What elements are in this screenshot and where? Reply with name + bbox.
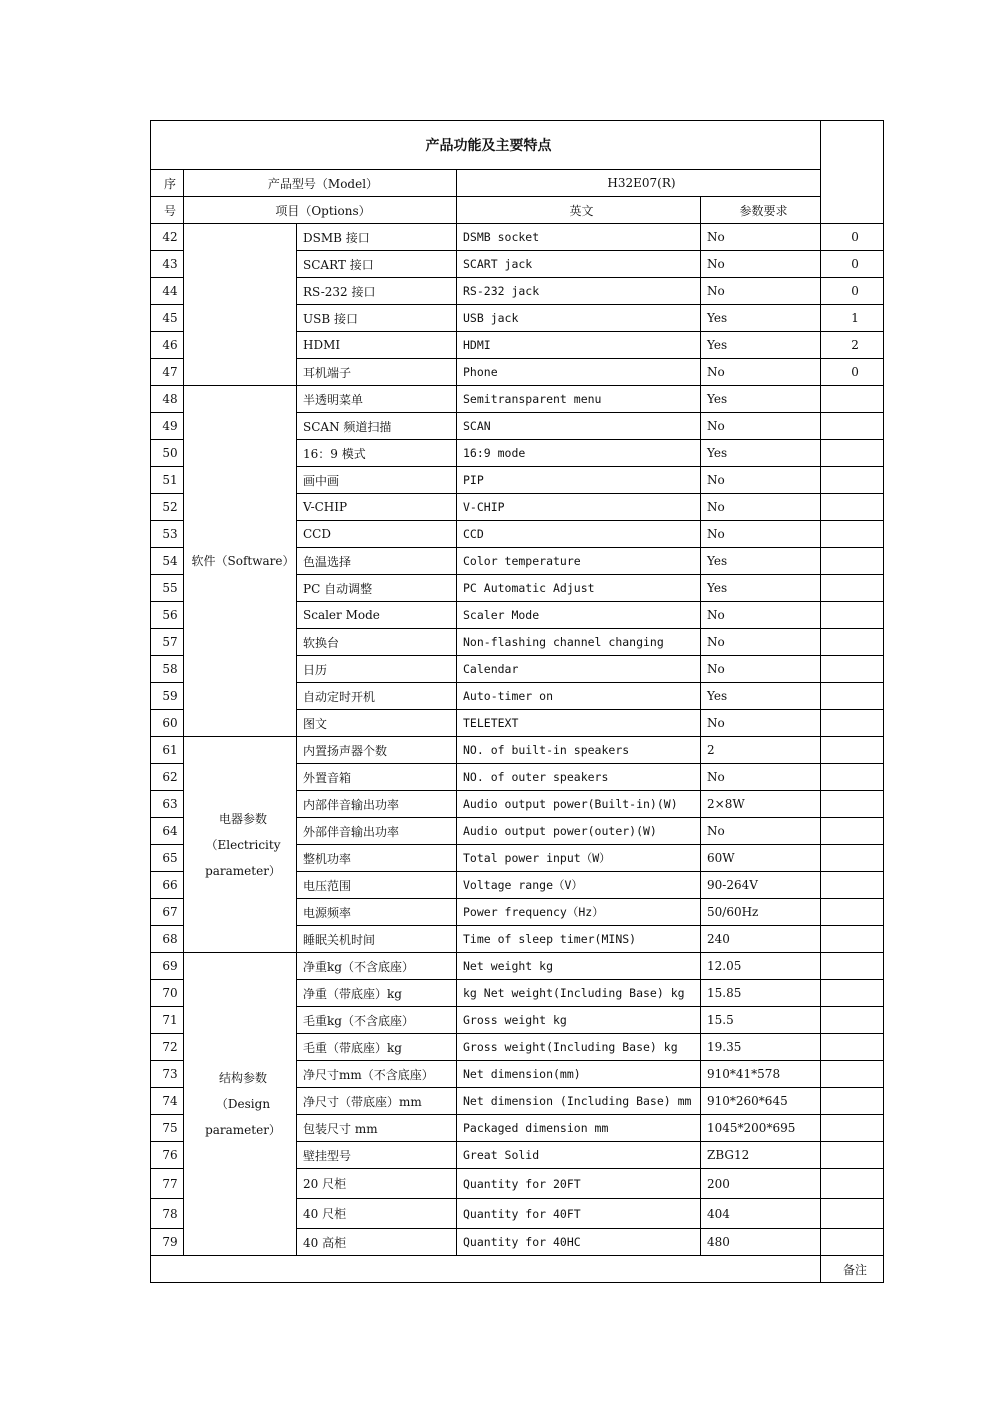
param-value: Yes bbox=[701, 332, 821, 359]
option-name-cn: 20 尺柜 bbox=[297, 1169, 457, 1199]
option-name-en: TELETEXT bbox=[457, 710, 701, 737]
param-value: 12.05 bbox=[701, 953, 821, 980]
option-name-en: Great Solid bbox=[457, 1142, 701, 1169]
extra-value bbox=[821, 1199, 884, 1229]
option-name-cn: 壁挂型号 bbox=[297, 1142, 457, 1169]
extra-value bbox=[821, 1061, 884, 1088]
row-number: 61 bbox=[151, 737, 184, 764]
row-number: 78 bbox=[151, 1199, 184, 1229]
extra-value bbox=[821, 386, 884, 413]
param-value: No bbox=[701, 656, 821, 683]
remarks-label: 备注 bbox=[821, 1256, 884, 1283]
row-number: 49 bbox=[151, 413, 184, 440]
row-number: 75 bbox=[151, 1115, 184, 1142]
option-name-en: USB jack bbox=[457, 305, 701, 332]
table-row bbox=[151, 953, 884, 980]
extra-value bbox=[821, 1007, 884, 1034]
table-row bbox=[151, 224, 884, 251]
extra-value bbox=[821, 1142, 884, 1169]
param-value: No bbox=[701, 467, 821, 494]
param-value: No bbox=[701, 764, 821, 791]
row-number: 69 bbox=[151, 953, 184, 980]
param-value: 200 bbox=[701, 1169, 821, 1199]
param-value: No bbox=[701, 278, 821, 305]
param-value: Yes bbox=[701, 386, 821, 413]
option-name-cn: 40 尺柜 bbox=[297, 1199, 457, 1229]
param-value: No bbox=[701, 521, 821, 548]
row-number: 72 bbox=[151, 1034, 184, 1061]
footer-row bbox=[151, 1256, 884, 1283]
extra-value bbox=[821, 494, 884, 521]
option-name-en: kg Net weight(Including Base) kg bbox=[457, 980, 701, 1007]
row-number: 66 bbox=[151, 872, 184, 899]
option-name-en: Quantity for 40HC bbox=[457, 1229, 701, 1256]
category-cell bbox=[184, 953, 297, 1256]
seq-header-top: 序 bbox=[151, 170, 184, 197]
option-name-en: Audio output power(Built-in)(W) bbox=[457, 791, 701, 818]
option-name-en: Non-flashing channel changing bbox=[457, 629, 701, 656]
option-name-cn: HDMI bbox=[297, 332, 457, 359]
option-name-en: Calendar bbox=[457, 656, 701, 683]
row-number: 43 bbox=[151, 251, 184, 278]
extra-value bbox=[821, 413, 884, 440]
param-value: 2 bbox=[701, 737, 821, 764]
option-name-en: Net dimension (Including Base) mm bbox=[457, 1088, 701, 1115]
model-value: H32E07(R) bbox=[457, 170, 821, 197]
param-value: 910*41*578 bbox=[701, 1061, 821, 1088]
option-name-en: Scaler Mode bbox=[457, 602, 701, 629]
row-number: 58 bbox=[151, 656, 184, 683]
param-value: 910*260*645 bbox=[701, 1088, 821, 1115]
param-value: 60W bbox=[701, 845, 821, 872]
option-name-en: Total power input（W） bbox=[457, 845, 701, 872]
param-value: 404 bbox=[701, 1199, 821, 1229]
param-value: Yes bbox=[701, 548, 821, 575]
option-name-cn: 毛重（带底座）kg bbox=[297, 1034, 457, 1061]
option-name-cn: 软换台 bbox=[297, 629, 457, 656]
row-number: 59 bbox=[151, 683, 184, 710]
param-value: ZBG12 bbox=[701, 1142, 821, 1169]
extra-value bbox=[821, 440, 884, 467]
option-name-cn: RS-232 接口 bbox=[297, 278, 457, 305]
row-number: 56 bbox=[151, 602, 184, 629]
extra-value bbox=[821, 980, 884, 1007]
option-name-cn: 40 高柜 bbox=[297, 1229, 457, 1256]
option-name-cn: 图文 bbox=[297, 710, 457, 737]
param-value: No bbox=[701, 710, 821, 737]
extra-value bbox=[821, 899, 884, 926]
extra-value bbox=[821, 710, 884, 737]
extra-value bbox=[821, 926, 884, 953]
param-value: No bbox=[701, 818, 821, 845]
option-name-cn: 毛重kg（不含底座） bbox=[297, 1007, 457, 1034]
option-name-cn: SCART 接口 bbox=[297, 251, 457, 278]
extra-value: 0 bbox=[821, 278, 884, 305]
seq-header-bottom: 号 bbox=[151, 197, 184, 224]
extra-value bbox=[821, 818, 884, 845]
extra-value bbox=[821, 602, 884, 629]
option-name-cn: DSMB 接口 bbox=[297, 224, 457, 251]
extra-value: 0 bbox=[821, 359, 884, 386]
param-value: 480 bbox=[701, 1229, 821, 1256]
param-value: No bbox=[701, 224, 821, 251]
extra-value bbox=[821, 575, 884, 602]
option-name-en: Gross weight(Including Base) kg bbox=[457, 1034, 701, 1061]
extra-value bbox=[821, 521, 884, 548]
option-name-cn: 净尺寸mm（不含底座） bbox=[297, 1061, 457, 1088]
option-name-en: DSMB socket bbox=[457, 224, 701, 251]
param-value: 2×8W bbox=[701, 791, 821, 818]
option-name-cn: 净重kg（不含底座） bbox=[297, 953, 457, 980]
option-name-en: RS-232 jack bbox=[457, 278, 701, 305]
row-number: 52 bbox=[151, 494, 184, 521]
param-value: 90-264V bbox=[701, 872, 821, 899]
extra-value bbox=[821, 791, 884, 818]
row-number: 46 bbox=[151, 332, 184, 359]
option-name-cn: 净重（带底座）kg bbox=[297, 980, 457, 1007]
option-name-cn: SCAN 频道扫描 bbox=[297, 413, 457, 440]
option-name-cn: 16：9 模式 bbox=[297, 440, 457, 467]
option-name-cn: V-CHIP bbox=[297, 494, 457, 521]
option-name-en: Semitransparent menu bbox=[457, 386, 701, 413]
option-name-en: Power frequency（Hz） bbox=[457, 899, 701, 926]
option-name-en: Packaged dimension mm bbox=[457, 1115, 701, 1142]
param-value: 240 bbox=[701, 926, 821, 953]
extra-value bbox=[821, 872, 884, 899]
category-cell bbox=[184, 224, 297, 386]
option-name-en: Auto-timer on bbox=[457, 683, 701, 710]
row-number: 57 bbox=[151, 629, 184, 656]
row-number: 48 bbox=[151, 386, 184, 413]
option-name-en: Audio output power(outer)(W) bbox=[457, 818, 701, 845]
option-name-en: SCAN bbox=[457, 413, 701, 440]
param-value: No bbox=[701, 359, 821, 386]
param-value: No bbox=[701, 251, 821, 278]
row-number: 68 bbox=[151, 926, 184, 953]
option-name-cn: 内置扬声器个数 bbox=[297, 737, 457, 764]
option-name-cn: 画中画 bbox=[297, 467, 457, 494]
model-label: 产品型号（Model） bbox=[184, 170, 457, 197]
option-name-cn: 整机功率 bbox=[297, 845, 457, 872]
option-name-en: Color temperature bbox=[457, 548, 701, 575]
extra-value bbox=[821, 683, 884, 710]
options-label: 项目（Options） bbox=[184, 197, 457, 224]
option-name-en: HDMI bbox=[457, 332, 701, 359]
option-name-en: PIP bbox=[457, 467, 701, 494]
option-name-en: Gross weight kg bbox=[457, 1007, 701, 1034]
option-name-cn: 色温选择 bbox=[297, 548, 457, 575]
table-row bbox=[151, 737, 884, 764]
category-label: parameter） bbox=[205, 863, 281, 878]
param-value: Yes bbox=[701, 683, 821, 710]
option-name-cn: 耳机端子 bbox=[297, 359, 457, 386]
row-number: 51 bbox=[151, 467, 184, 494]
option-name-cn: 日历 bbox=[297, 656, 457, 683]
extra-value: 0 bbox=[821, 224, 884, 251]
option-name-en: V-CHIP bbox=[457, 494, 701, 521]
row-number: 45 bbox=[151, 305, 184, 332]
option-name-cn: 电源频率 bbox=[297, 899, 457, 926]
param-value: Yes bbox=[701, 440, 821, 467]
footer-blank-cell bbox=[151, 1256, 821, 1283]
extra-value bbox=[821, 764, 884, 791]
row-number: 44 bbox=[151, 278, 184, 305]
option-name-en: Voltage range（V） bbox=[457, 872, 701, 899]
option-name-cn: Scaler Mode bbox=[297, 602, 457, 629]
extra-value bbox=[821, 1169, 884, 1199]
param-value: 1045*200*695 bbox=[701, 1115, 821, 1142]
row-number: 47 bbox=[151, 359, 184, 386]
extra-value bbox=[821, 737, 884, 764]
table-title: 产品功能及主要特点 bbox=[151, 121, 821, 170]
row-number: 74 bbox=[151, 1088, 184, 1115]
option-name-cn: 外部伴音输出功率 bbox=[297, 818, 457, 845]
param-value: 50/60Hz bbox=[701, 899, 821, 926]
option-name-cn: PC 自动调整 bbox=[297, 575, 457, 602]
category-cell bbox=[184, 737, 297, 953]
extra-value bbox=[821, 467, 884, 494]
option-name-en: SCART jack bbox=[457, 251, 701, 278]
extra-value bbox=[821, 656, 884, 683]
category-cell bbox=[184, 386, 297, 737]
extra-value bbox=[821, 1088, 884, 1115]
option-name-cn: CCD bbox=[297, 521, 457, 548]
param-label: 参数要求 bbox=[701, 197, 821, 224]
param-value: Yes bbox=[701, 305, 821, 332]
param-value: 15.5 bbox=[701, 1007, 821, 1034]
table-row bbox=[151, 386, 884, 413]
row-number: 42 bbox=[151, 224, 184, 251]
extra-value bbox=[821, 548, 884, 575]
blank-corner-cell bbox=[821, 121, 884, 224]
row-number: 62 bbox=[151, 764, 184, 791]
row-number: 60 bbox=[151, 710, 184, 737]
english-label: 英文 bbox=[457, 197, 701, 224]
spec-table bbox=[150, 120, 884, 1283]
extra-value bbox=[821, 1034, 884, 1061]
extra-value: 2 bbox=[821, 332, 884, 359]
param-value: Yes bbox=[701, 575, 821, 602]
row-number: 76 bbox=[151, 1142, 184, 1169]
row-number: 50 bbox=[151, 440, 184, 467]
extra-value bbox=[821, 845, 884, 872]
extra-value bbox=[821, 1229, 884, 1256]
row-number: 54 bbox=[151, 548, 184, 575]
option-name-en: CCD bbox=[457, 521, 701, 548]
param-value: No bbox=[701, 413, 821, 440]
extra-value bbox=[821, 953, 884, 980]
option-name-en: Quantity for 20FT bbox=[457, 1169, 701, 1199]
option-name-cn: 包装尺寸 mm bbox=[297, 1115, 457, 1142]
option-name-en: 16:9 mode bbox=[457, 440, 701, 467]
row-number: 63 bbox=[151, 791, 184, 818]
category-label: （Design bbox=[215, 1097, 271, 1111]
row-number: 73 bbox=[151, 1061, 184, 1088]
param-value: 15.85 bbox=[701, 980, 821, 1007]
row-number: 67 bbox=[151, 899, 184, 926]
row-number: 53 bbox=[151, 521, 184, 548]
row-number: 64 bbox=[151, 818, 184, 845]
option-name-en: Net weight kg bbox=[457, 953, 701, 980]
option-name-cn: 净尺寸（带底座）mm bbox=[297, 1088, 457, 1115]
param-value: No bbox=[701, 629, 821, 656]
option-name-en: Net dimension(mm) bbox=[457, 1061, 701, 1088]
option-name-en: NO. of built-in speakers bbox=[457, 737, 701, 764]
option-name-en: Quantity for 40FT bbox=[457, 1199, 701, 1229]
option-name-en: Time of sleep timer(MINS) bbox=[457, 926, 701, 953]
option-name-cn: 自动定时开机 bbox=[297, 683, 457, 710]
category-label: （Electricity bbox=[205, 837, 281, 852]
row-number: 77 bbox=[151, 1169, 184, 1199]
option-name-cn: 电压范围 bbox=[297, 872, 457, 899]
row-number: 70 bbox=[151, 980, 184, 1007]
row-number: 65 bbox=[151, 845, 184, 872]
param-value: 19.35 bbox=[701, 1034, 821, 1061]
option-name-en: Phone bbox=[457, 359, 701, 386]
option-name-cn: USB 接口 bbox=[297, 305, 457, 332]
option-name-cn: 半透明菜单 bbox=[297, 386, 457, 413]
option-name-cn: 外置音箱 bbox=[297, 764, 457, 791]
category-label: 软件（Software） bbox=[191, 554, 295, 568]
param-value: No bbox=[701, 602, 821, 629]
option-name-cn: 睡眠关机时间 bbox=[297, 926, 457, 953]
extra-value: 0 bbox=[821, 251, 884, 278]
row-number: 71 bbox=[151, 1007, 184, 1034]
param-value: No bbox=[701, 494, 821, 521]
extra-value bbox=[821, 1115, 884, 1142]
row-number: 79 bbox=[151, 1229, 184, 1256]
extra-value: 1 bbox=[821, 305, 884, 332]
category-label: 结构参数 bbox=[218, 1071, 267, 1085]
option-name-cn: 内部伴音输出功率 bbox=[297, 791, 457, 818]
extra-value bbox=[821, 629, 884, 656]
category-label: 电器参数 bbox=[218, 811, 267, 826]
option-name-en: NO. of outer speakers bbox=[457, 764, 701, 791]
option-name-en: PC Automatic Adjust bbox=[457, 575, 701, 602]
row-number: 55 bbox=[151, 575, 184, 602]
category-label: parameter） bbox=[205, 1123, 281, 1137]
